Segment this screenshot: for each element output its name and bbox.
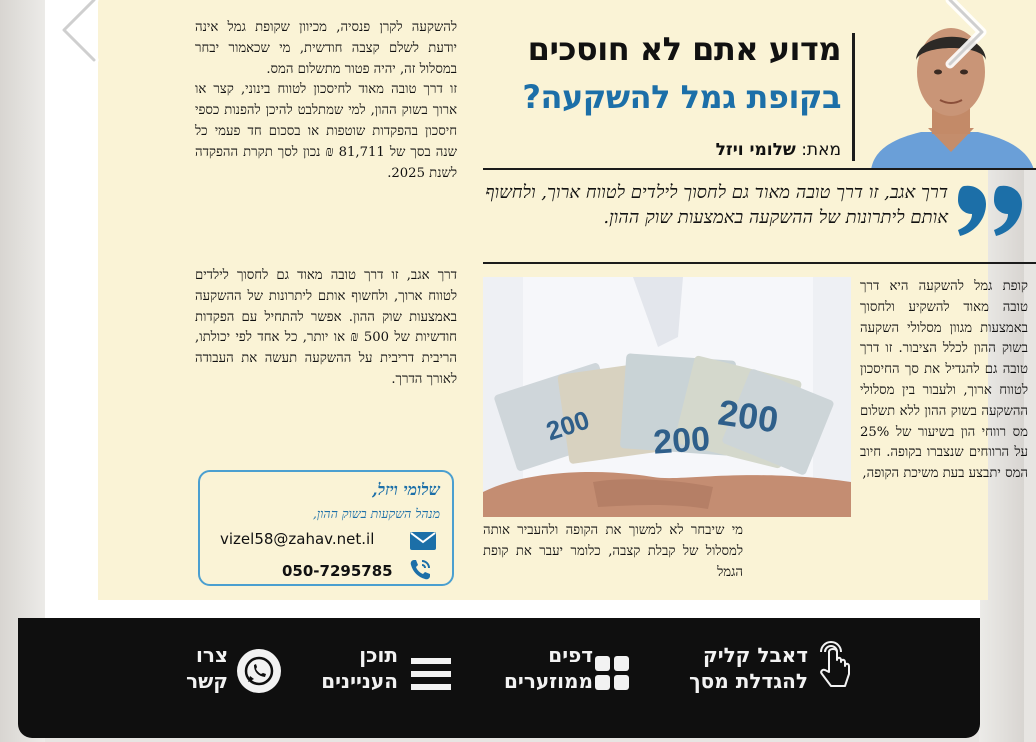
quote-icon [956, 180, 1026, 240]
byline-author: שלומי ויזל [715, 140, 796, 160]
header-divider [852, 33, 855, 161]
grid-icon [595, 656, 629, 690]
header-rule [483, 168, 1036, 170]
toc-label-2: העניינים [321, 669, 398, 693]
quote-rule [483, 262, 1036, 264]
contact-label-2: קשר [186, 669, 228, 693]
contact-label-1: צרו [196, 643, 228, 667]
zoom-label-2: להגדלת מסך [689, 669, 808, 693]
chevron-right-icon[interactable] [930, 0, 1000, 80]
paragraph: זו דרך טובה מאוד לחיסכון לטווח בינוני, קצר או ארוך בשוק ההון, למי שמתלבט להיכן להפנות כספי חיסכון בהפקדות שוטפות או בסכום חד פעמי כל שנה בסך של 81,711 ₪ נכון לסך תקרת ההפקדה לשנת 2025. [195, 82, 457, 181]
pull-quote: דרך אגב, זו דרך טובה מאוד גם לחסוך לילדים לטווח ארוך, ולחשוף אותם ליתרונות של ההשקעה באמצעות שוק ההון. [485, 182, 948, 228]
article-right-column: קופת גמל להשקעה היא דרך טובה מאוד להשקיע ולחסוך באמצעות מגוון מסלולי השקעה בשוק ההון לכלל הציבור. זו דרך טובה גם להגדיל את סך החיסכון לטווח ארוך, ולעבור בין מסלולי ההשקעה בשוק ההון ללא תשלום מס רווחי הון בשיעור של 25% על הרווחים שנצברו בקופה. חיוב המס יתבצע בעת משיכת הקופה, [860, 279, 1028, 482]
pages-label-2: ממוזערים [504, 669, 593, 693]
mail-icon [410, 532, 436, 550]
chevron-left-icon[interactable] [52, 0, 122, 80]
table-of-contents-button[interactable] [308, 618, 468, 738]
banknote-value-3: 200 [715, 391, 781, 441]
contact-email[interactable]: vizel58@zahav.net.il [220, 530, 375, 548]
tap-hand-icon [813, 638, 853, 694]
contact-title: מנהל השקעות בשוק ההון, [312, 506, 440, 521]
whatsapp-icon [236, 648, 282, 694]
contact-phone[interactable]: 050-7295785 [282, 562, 393, 580]
thumbnails-button[interactable] [483, 618, 643, 738]
zoom-label-1: דאבל קליק [702, 643, 808, 667]
article-byline [638, 140, 841, 160]
contact-name: שלומי ויזל, [372, 480, 440, 499]
contact-button[interactable] [178, 618, 298, 738]
magazine-page [45, 0, 1028, 618]
article-under-photo: מי שיבחר לא למשוך את הקופה ולהעביר אותה למסלול של קבלת קצבה, כלומר יעבר את קופת הגמל [483, 523, 743, 580]
article-panel [98, 0, 1028, 600]
paragraph: דרך אגב, זו דרך טובה מאוד גם לחסוך לילדים לטווח ארוך, ולחשוף אותם ליתרונות של ההשקעה באמצעות שוק ההון. אפשר להתחיל עם הפקדות חודשיות של 500 ₪ או יותר, כל אחד לפי יכולתו, הריבית דריבית על ההשקעה תעשה את העבודה לאורך הדרך. [195, 268, 457, 387]
banknote-value-2: 200 [652, 419, 712, 462]
contact-card [198, 470, 454, 586]
article-left-column-mid [195, 266, 457, 391]
bottom-toolbar [18, 618, 980, 738]
money-photo [483, 277, 851, 517]
pages-label-1: דפים [548, 643, 593, 667]
toc-label-1: תוכן [359, 643, 398, 667]
article-left-column-top [195, 18, 457, 184]
banknote-value-1: 200 [542, 404, 594, 447]
phone-icon [408, 558, 432, 582]
paragraph: להשקעה לקרן פנסיה, מכיוון שקופת גמל אינה יודעת לשלם קצבה חודשית, מי שכאמור יבחר במסלול זה, יהיה פטור מתשלום המס. [195, 20, 457, 77]
menu-icon [411, 658, 451, 690]
zoom-button[interactable] [658, 618, 858, 738]
article-title-line2: בקופת גמל להשקעה? [522, 78, 841, 116]
article-title-line1: מדוע אתם לא חוסכים [527, 30, 841, 68]
byline-prefix: מאת: [801, 140, 841, 160]
